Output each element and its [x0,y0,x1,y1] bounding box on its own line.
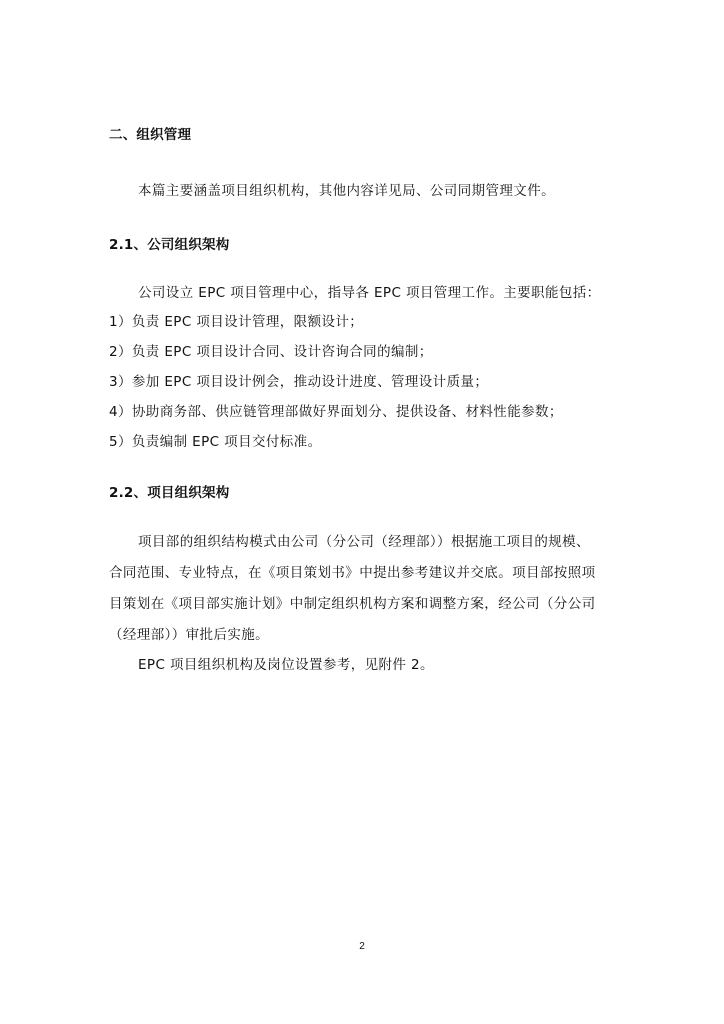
company-function-item: 2）负责 EPC 项目设计合同、设计咨询合同的编制； [109,344,433,360]
company-structure-intro: 公司设立 EPC 项目管理中心，指导各 EPC 项目管理工作。主要职能包括： [138,285,601,301]
page-number: 2 [359,941,365,952]
company-structure-heading: 2.1、公司组织架构 [109,237,230,253]
section-heading: 二、组织管理 [109,127,192,143]
project-paragraph-line: （经理部））审批后实施。 [109,627,270,643]
section-intro: 本篇主要涵盖项目组织机构，其他内容详见局、公司同期管理文件。 [138,183,555,199]
company-function-item: 3）参加 EPC 项目设计例会，推动设计进度、管理设计质量； [109,374,489,390]
project-paragraph-line: 合同范围、专业特点，在《项目策划书》中提出参考建议并交底。项目部按照项 [109,565,596,581]
project-paragraph-line: 项目部的组织结构模式由公司（分公司（经理部））根据施工项目的规模、 [138,534,590,550]
company-function-item: 4）协助商务部、供应链管理部做好界面划分、提供设备、材料性能参数； [109,404,563,420]
project-reference-note: EPC 项目组织机构及岗位设置参考，见附件 2。 [138,657,434,673]
project-paragraph-line: 目策划在《项目部实施计划》中制定组织机构方案和调整方案，经公司（分公司 [109,596,596,612]
company-function-item: 1）负责 EPC 项目设计管理，限额设计； [109,314,364,330]
company-function-item: 5）负责编制 EPC 项目交付标准。 [109,434,322,450]
project-structure-heading: 2.2、项目组织架构 [109,485,230,501]
